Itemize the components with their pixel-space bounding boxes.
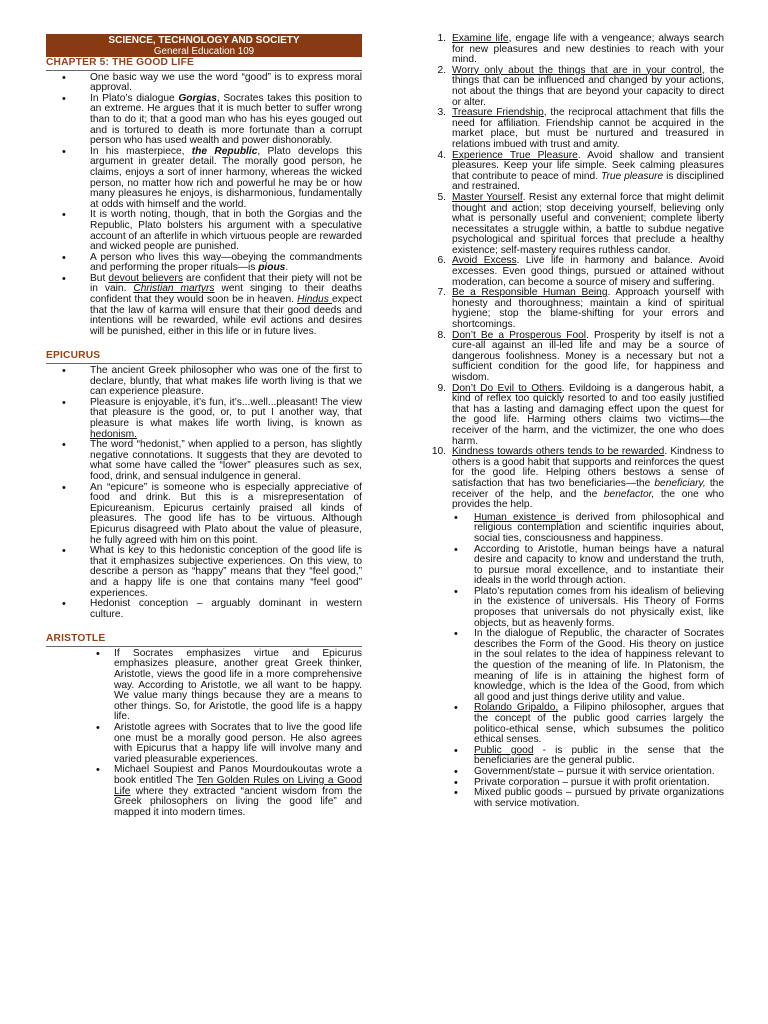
- left-column: [46, 34, 362, 818]
- paragraph-text: , Plato develops this argument in greater detail. The morally good person, he claims, enjoys a sort of inner harmony, whereas the wicked person, no matter how rich and powerful he may be or how many pleasures he enjoys, is disharmonious, fundamentally at odds with himself and the world.: [90, 145, 362, 210]
- paragraph-text: are confident that their piety will not be in vain.: [90, 272, 362, 295]
- paragraph-text: where they extracted “ancient wisdom from the Greek philosophers on living the good life” and mapped it into modern times.: [114, 785, 362, 818]
- paragraph-text: Pleasure is enjoyable, it’s fun, it’s...well...pleasant! The view that pleasure is the good, or, to put I another way, that pleasure is what makes life worth living, is known as: [90, 396, 362, 429]
- rule-heading: Master Yourself: [452, 191, 523, 203]
- paragraph-text: Aristotle agrees with Socrates that to live the good life one must be a morally good person. He also agrees with Epicurus that a happy life will involve many and varied pleasurable experiences.: [114, 722, 362, 765]
- list-item: [46, 649, 362, 723]
- rule-text: . Avoid shallow and transient pleasures. Keep your life simple. Seek calming pleasures that contribute to peace of mind.: [452, 149, 724, 182]
- paragraph-text: is derived from philosophical and religious contemplation and scientific inquiries about, social ties, consciousness and happiness.: [474, 511, 724, 544]
- rule-italic: beneficiary,: [654, 477, 706, 489]
- public-good-term: Public good: [474, 744, 534, 756]
- rule-text: the receiver of the help, and the: [452, 477, 724, 500]
- list-item: [46, 253, 362, 274]
- list-item: [428, 545, 724, 587]
- paragraph-text: One basic way we use the word “good” is to express moral approval.: [90, 71, 362, 94]
- rule-item: [428, 66, 724, 108]
- rule-number: 9.: [437, 382, 446, 394]
- paragraph-text: The word “hedonist,” when applied to a person, has slightly negative connotations. It suggests that they are devoted to what some have called the “lower” pleasures such as sex, food, drink, and sensual indulgence in general.: [90, 439, 362, 482]
- rule-text: . Resist any external force that might delimit thought and action; stop deceiving yourself, believing only what is personally useful and convenient; complete liberty necessitates a struggle within, a battle to subdue negative psychological and spiritual forces that preclude a healthy existence; self-mastery requires ruthless candor.: [452, 191, 725, 256]
- paragraph-text: A person who lives this way—obeying the commandments and performing the proper rituals—is: [90, 251, 362, 274]
- rule-heading: Treasure Friendship: [452, 107, 544, 119]
- rule-number: 6.: [437, 255, 446, 267]
- list-item: [428, 703, 724, 745]
- list-item: [46, 723, 362, 765]
- paragraph-text: If Socrates emphasizes virtue and Epicurus emphasizes pleasure, another great Greek thinker, Aristotle, views the good life in a more comprehensive way. According to Aristotle, we all want to be happy. We value many things because they are a means to other things. So, for Aristotle, the good life is a happy life.: [114, 647, 362, 723]
- rule-number: 2.: [437, 64, 446, 76]
- rule-number: 3.: [437, 107, 446, 119]
- hindus-term: Hindus: [297, 294, 332, 306]
- hedonism-term: hedonism.: [90, 428, 138, 440]
- rule-text: , engage life with a vengeance; always search for new pleasures and new destinies to reach with your mind.: [452, 33, 724, 66]
- paragraph-text: An “epicure” is someone who is especially appreciative of food and drink. But this is a misrepresentation of Epicureanism. Epicurus certainly praised all kinds of pleasures. The good life has to be virtuous. Although Epicurus disagreed with Plato about the value of pleasure, he fully agreed with him on this point.: [90, 481, 362, 546]
- rule-italic: benefactor,: [603, 488, 655, 500]
- pious-term: pious: [258, 262, 286, 274]
- course-banner: [46, 34, 362, 57]
- extras-list: [428, 513, 724, 810]
- rule-heading: Worry only about the things that are in your control: [452, 64, 702, 76]
- list-item: [46, 546, 362, 599]
- rule-item: [428, 108, 724, 150]
- rule-text: . Kindness to others is a good habit that supports and reinforces the quest for the good life. Helping others bestows a sense of satisfaction that has two beneficiaries—the: [452, 446, 724, 489]
- list-item: [46, 398, 362, 440]
- aristotle-heading: ARISTOTLE: [46, 634, 362, 647]
- paragraph-text: .: [285, 262, 289, 274]
- rule-number: 10.: [431, 446, 446, 458]
- rule-number: 1.: [437, 33, 446, 44]
- rule-item: [428, 447, 724, 511]
- list-item: [46, 483, 362, 547]
- list-item: [428, 587, 724, 629]
- chapter-heading: CHAPTER 5: THE GOOD LIFE: [46, 58, 362, 71]
- paragraph-text: Private corporation – pursue it with profit orientation.: [474, 776, 710, 788]
- republic-title: the Republic: [191, 145, 258, 157]
- paragraph-text: According to Aristotle, human beings have a natural desire and capacity to know and understand the truth, to pursue moral excellence, and to instantiate their ideals in the world through action.: [474, 543, 724, 587]
- paragraph-text: , Socrates takes this position to an extreme. He argues that it is much better to suffer wrong than to do it; that a good man who has his eyes gouged out and is tortured to death is more fortunate than a corrupt person who has used wealth and power dishonorably.: [90, 92, 362, 147]
- rule-item: [428, 384, 724, 448]
- rule-item: [428, 34, 724, 66]
- paragraph-text: went singing to their deaths confident that they would soon be in heaven.: [90, 283, 363, 306]
- paragraph-text: In the dialogue of Republic, the character of Socrates describes the Form of the Good. His theory on justice in the soul relates to the idea of happiness relevant to the question of the meaning of life. In Platonism, the meaning of life is in attaining the highest form of knowledge, which is the Idea of the Good, from which all good and just things derive utility and value.: [474, 628, 724, 703]
- paragraph-text: Mixed public goods – pursued by private organizations with service motivation.: [474, 787, 724, 809]
- rule-item: [428, 151, 724, 193]
- list-item: [46, 147, 362, 211]
- devout-believers-term: devout believers: [108, 272, 183, 284]
- paragraph-text: a Filipino philosopher, argues that the concept of the public good carries largely the politico-ethical sense, which subsumes the politico ethical senses.: [474, 702, 724, 746]
- rule-text: is disciplined and restrained.: [452, 170, 724, 193]
- epicurus-list: [46, 366, 362, 620]
- list-item: [46, 366, 362, 398]
- rule-heading: Avoid Excess: [452, 255, 517, 267]
- golden-rules-list: [428, 34, 724, 511]
- paragraph-text: The ancient Greek philosopher who was one of the first to declare, bluntly, that what makes life worth living is that we can experience pleasure.: [90, 365, 362, 398]
- list-item: [428, 788, 724, 809]
- paragraph-text: Government/state – pursue it with service orientation.: [474, 765, 715, 777]
- gorgias-title: Gorgias: [178, 92, 217, 104]
- paragraph-text: In his masterpiece,: [90, 145, 192, 157]
- rule-number: 4.: [437, 149, 446, 161]
- rule-item: [428, 193, 724, 257]
- aristotle-list: [46, 649, 362, 819]
- rule-italic: True pleasure: [600, 170, 664, 182]
- rule-heading: Kindness towards others tends to be rewarded: [452, 446, 665, 458]
- rule-text: . Approach yourself with honesty and thoroughness; maintain a kind of spiritual hygiene; stop the blame-shifting for your errors and shortcomings.: [452, 287, 724, 331]
- rule-item: [428, 288, 724, 330]
- intro-list: [46, 73, 362, 338]
- paragraph-text: What is key to this hedonistic conception of the good life is that it emphasizes subjective experiences. On this view, to describe a person as “happy” means that they “feel good,” and a happy life is one that contains many “feel good” experiences.: [90, 545, 362, 599]
- gripaldo-term: Rolando Gripaldo,: [474, 702, 559, 714]
- list-item: [46, 210, 362, 252]
- rule-number: 5.: [437, 191, 446, 203]
- book-title: Ten Golden Rules on Living a Good Life: [114, 775, 362, 797]
- rule-heading: Be a Responsible Human Being: [452, 287, 608, 299]
- rule-number: 8.: [437, 329, 446, 341]
- christian-martyrs-term: Christian martyrs: [133, 283, 215, 295]
- paragraph-text: Michael Soupiest and Panos Mourdoukoutas wrote a book entitled The: [114, 764, 362, 786]
- epicurus-heading: EPICURUS: [46, 351, 362, 364]
- rule-text: , the things that can be influenced and changed by your actions, not about the things that are beyond your capacity to direct or alter.: [452, 64, 724, 108]
- rule-heading: Don’t Be a Prosperous Fool: [452, 329, 587, 341]
- list-item: [428, 629, 724, 703]
- paragraph-text: Plato’s reputation comes from his idealism of believing in the existence of universals. His Theory of Forms proposes that universals do not physically exist, like objects, but as heavenly forms.: [474, 585, 724, 629]
- list-item: [428, 746, 724, 767]
- list-item: [46, 73, 362, 94]
- rule-heading: Examine life: [452, 33, 509, 44]
- list-item: [428, 513, 724, 545]
- rule-item: [428, 331, 724, 384]
- rule-text: , the reciprocal attachment that fills the need for affiliation. Friendship cannot be acquired in the market place, but must be nurtured and treasured in relations imbued with trust and amity.: [452, 107, 724, 150]
- list-item: [46, 765, 362, 818]
- paragraph-text: expect that the law of karma will ensure that their good deeds and intentions will be rewarded, while evil actions and desires will be punished, either in this life or in future lives.: [90, 294, 362, 337]
- list-item: [46, 440, 362, 482]
- paragraph-text: - is public in the sense that the beneficiaries are the general public.: [474, 744, 724, 767]
- rule-number: 7.: [437, 287, 446, 299]
- rule-heading: Don’t Do Evil to Others: [452, 382, 562, 394]
- human-existence-term: Human existence: [474, 511, 563, 523]
- rule-item: [428, 256, 724, 288]
- course-title: SCIENCE, TECHNOLOGY AND SOCIETY: [108, 35, 300, 46]
- paragraph-text: But: [90, 272, 109, 284]
- rule-text: the one who provides the help.: [452, 488, 725, 511]
- paragraph-text: Hedonist conception – arguably dominant in western culture.: [90, 598, 362, 620]
- course-subtitle: General Education 109: [153, 46, 255, 57]
- paragraph-text: It is worth noting, though, that in both the Gorgias and the Republic, Plato bolsters his argument with a speculative account of an afterlife in which virtuous people are rewarded and wicked people are punished.: [90, 209, 362, 253]
- rule-text: . Live life in harmony and balance. Avoid excesses. Even good things, pursued or attained without moderation, can become a source of misery and suffering.: [452, 255, 725, 288]
- list-item: [46, 599, 362, 620]
- list-item: [46, 274, 362, 338]
- paragraph-text: In Plato’s dialogue: [90, 92, 179, 104]
- right-column: [428, 34, 724, 809]
- rule-text: . Prosperity by itself is not a cure-all against an ill-led life and may be a source of dangerous foolishness. Money is a necessary but not a sufficient condition for the good life, for happiness and wisdom.: [452, 329, 724, 383]
- rule-heading: Experience True Pleasure: [452, 149, 578, 161]
- list-item: [46, 94, 362, 147]
- rule-text: . Evildoing is a dangerous habit, a kind of reflex too quickly resorted to and too easily justified that has a lasting and damaging effect upon the quest for the good life. Harming others claims two victims—the receiver of the harm, and the victimizer, the one who does harm.: [452, 382, 724, 447]
